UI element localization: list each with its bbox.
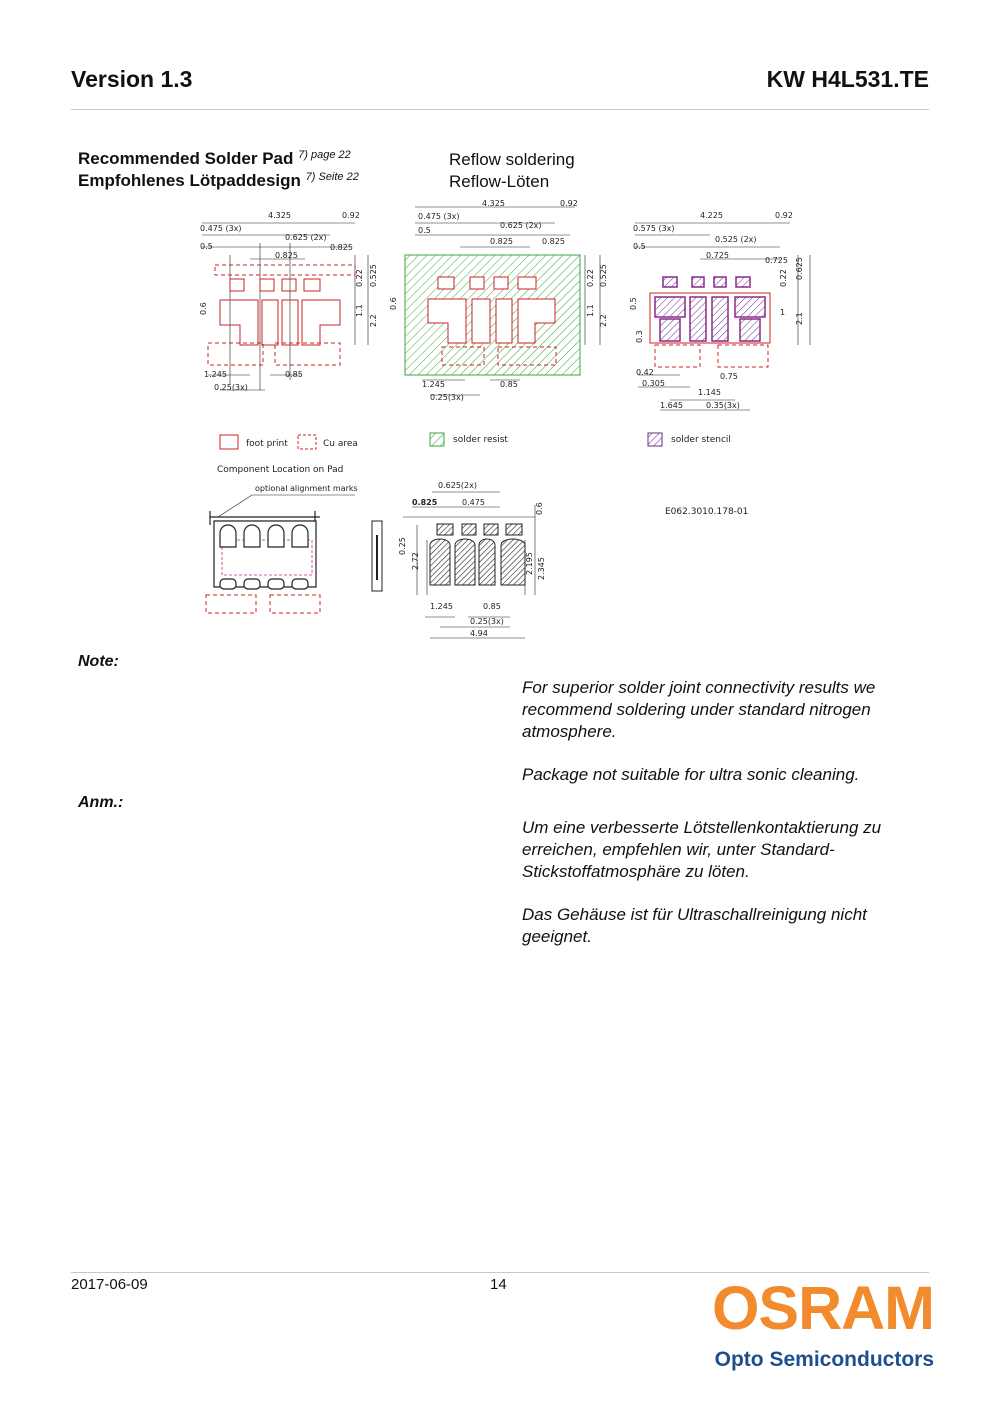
dim-a-05: 0.5: [200, 242, 213, 251]
resist-legend-swatch: [430, 433, 444, 446]
dim-a-0525: 0.525: [369, 264, 378, 287]
dim-b-0625: 0.625 (2x): [500, 221, 542, 230]
dim-d-272: 2.72: [411, 552, 420, 570]
dim-d-06: 0.6: [535, 502, 544, 515]
dim-a-022: 0.22: [355, 269, 364, 287]
stencil-legend-swatch: [648, 433, 662, 446]
legend-solder-resist: solder resist: [453, 435, 508, 445]
dim-b-0825b: 0.825: [542, 237, 565, 246]
note-label-en: Note:: [78, 653, 119, 670]
dim-c-1: 1: [780, 308, 786, 317]
dim-c-0305: 0.305: [642, 379, 665, 388]
dim-c-4225: 4.225: [700, 211, 723, 220]
dim-a-0825b: 0.825: [330, 243, 353, 252]
dim-b-11: 1.1: [586, 304, 595, 317]
dim-c-0725: 0.725: [706, 251, 729, 260]
dim-c-1145: 1.145: [698, 388, 721, 397]
footprint-drawing: [199, 211, 378, 392]
dim-a-06: 0.6: [199, 302, 208, 315]
dim-b-085: 0.85: [500, 380, 518, 389]
version-label: Version 1.3: [71, 66, 193, 92]
component-location-label: Component Location on Pad: [217, 465, 344, 475]
solder-stencil-drawing: [629, 211, 810, 410]
part-number: KW H4L531.TE: [766, 66, 929, 92]
dim-a-0625: 0.625 (2x): [285, 233, 327, 242]
solder-resist-drawing: [389, 199, 608, 402]
dim-c-05v: 0.5: [629, 297, 638, 310]
footer-date: 2017-06-09: [71, 1276, 148, 1293]
dim-a-22: 2.2: [369, 314, 378, 327]
dim-a-0475: 0.475 (3x): [200, 224, 242, 233]
header-divider: [71, 109, 929, 110]
dim-c-075: 0.75: [720, 372, 738, 381]
method-de: Reflow-Löten: [449, 172, 550, 191]
dim-c-0725b: 0.725: [765, 256, 788, 265]
dim-d-2195: 2.195: [525, 552, 534, 575]
dim-b-022: 0.22: [586, 269, 595, 287]
package-drawing: [398, 481, 546, 638]
dim-c-05: 0.5: [633, 242, 646, 251]
cu-area-legend-swatch: [298, 435, 316, 449]
dim-c-022: 0.22: [779, 269, 788, 287]
section-title-en: [78, 149, 351, 169]
dim-c-0575: 0.575 (3x): [633, 224, 675, 233]
title-en-text: Recommended Solder Pad: [78, 149, 294, 168]
dim-c-03: 0.3: [635, 330, 644, 343]
title-de-ref: 7) Seite 22: [305, 171, 359, 183]
dim-a-092: 0.92: [342, 211, 360, 220]
dim-d-025: 0.25: [398, 537, 407, 555]
dim-b-22: 2.2: [599, 314, 608, 327]
dim-a-085: 0.85: [285, 370, 303, 379]
dim-c-092: 0.92: [775, 211, 793, 220]
dim-c-042: 0.42: [636, 368, 654, 377]
dim-d-0625: 0.625(2x): [438, 481, 477, 490]
dim-d-2345: 2.345: [537, 557, 546, 580]
note-label-de: Anm.:: [78, 794, 124, 811]
division-name: Opto Semiconductors: [714, 1348, 934, 1371]
note-para-de-1: Um eine verbesserte Lötstellenkontaktierung zu erreichen, empfehlen wir, unter Standard-Stickstoffatmosphäre zu löten.: [522, 818, 882, 881]
dim-b-0825: 0.825: [490, 237, 513, 246]
dim-d-0475: 0.475: [462, 498, 485, 507]
dim-c-21: 2.1: [795, 312, 804, 325]
legend-cu-area: Cu area: [323, 439, 358, 449]
alignment-marks-label: optional alignment marks: [255, 484, 358, 493]
dim-b-0475: 0.475 (3x): [418, 212, 460, 221]
dim-c-0625: 0.625: [795, 257, 804, 280]
method-en: Reflow soldering: [449, 150, 575, 169]
legend-foot-print: foot print: [246, 439, 288, 449]
dim-a-11: 1.1: [355, 304, 364, 317]
title-en-ref: 7) page 22: [298, 149, 351, 161]
legend: [220, 433, 731, 449]
dim-d-0825: 0.825: [412, 498, 438, 507]
dim-b-025: 0.25(3x): [430, 393, 464, 402]
solder-pad-drawing: [190, 195, 820, 645]
note-para-de-2: Das Gehäuse ist für Ultraschallreinigung nicht geeignet.: [522, 905, 867, 946]
note-para-en-2: Package not suitable for ultra sonic cleaning.: [522, 765, 860, 784]
dim-a-025: 0.25(3x): [214, 383, 248, 392]
dim-c-1645: 1.645: [660, 401, 683, 410]
dim-b-4325: 4.325: [482, 199, 505, 208]
title-de-text: Empfohlenes Lötpaddesign: [78, 171, 301, 190]
section-title-de: [78, 171, 359, 191]
dim-b-1245: 1.245: [422, 380, 445, 389]
dim-a-0825: 0.825: [275, 251, 298, 260]
dim-a-4325: 4.325: [268, 211, 291, 220]
dim-d-025x: 0.25(3x): [470, 617, 504, 626]
footprint-legend-swatch: [220, 435, 238, 449]
dim-b-05: 0.5: [418, 226, 431, 235]
dim-a-1245: 1.245: [204, 370, 227, 379]
footer-page-number: 14: [490, 1276, 507, 1293]
dim-d-085: 0.85: [483, 602, 501, 611]
dim-b-06: 0.6: [389, 297, 398, 310]
dim-b-0525: 0.525: [599, 264, 608, 287]
dim-b-092: 0.92: [560, 199, 578, 208]
component-location-drawing: [206, 465, 382, 613]
drawing-number: E062.3010.178-01: [665, 507, 749, 517]
note-para-en-1: For superior solder joint connectivity results we recommend soldering under standard nitrogen atmosphere.: [522, 678, 876, 741]
dim-c-035: 0.35(3x): [706, 401, 740, 410]
osram-logo: OSRAM: [711, 1274, 934, 1342]
legend-solder-stencil: solder stencil: [671, 435, 731, 445]
dim-d-1245: 1.245: [430, 602, 453, 611]
dim-d-494: 4.94: [470, 629, 488, 638]
dim-c-0525: 0.525 (2x): [715, 235, 757, 244]
